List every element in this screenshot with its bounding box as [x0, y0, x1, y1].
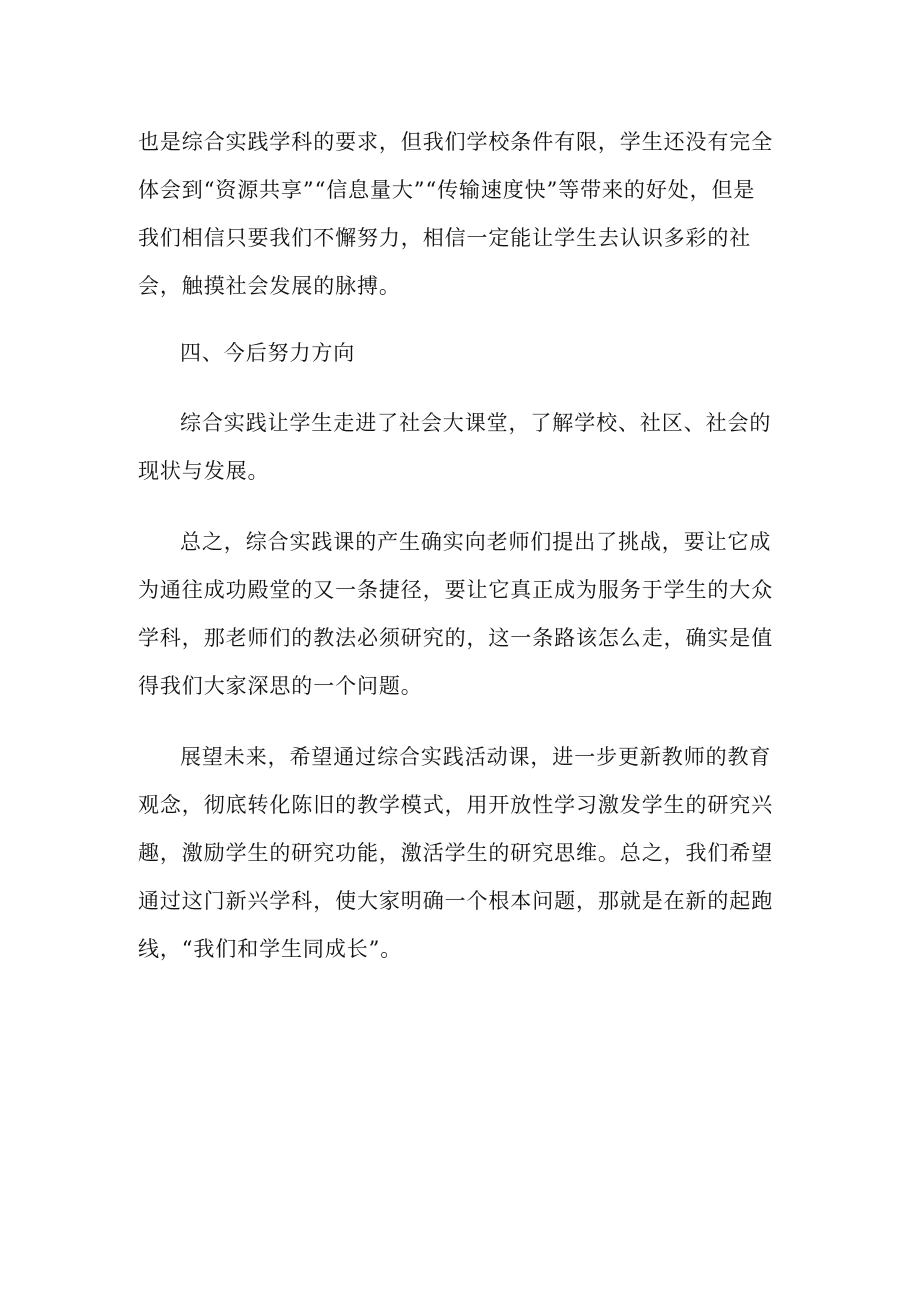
- section-heading: 四、今后努力方向: [180, 341, 356, 365]
- paragraph-social-classroom: 综合实践让学生走进了社会大课堂，了解学校、社区、社会的现状与发展。: [138, 411, 772, 483]
- paragraph-outlook: 展望未来，希望通过综合实践活动课，进一步更新教师的教育观念，彻底转化陈旧的教学模式，用开放性学习激发学生的研究兴趣，激励学生的研究功能，激活学生的研究思维。总之，我们希望通过这门新兴学科，使大家明确一个根本问题，那就是在新的起跑线，“我们和学生同成长”。: [138, 745, 774, 961]
- paragraph-challenge: 总之，综合实践课的产生确实向老师们提出了挑战，要让它成为通往成功殿堂的又一条捷径，要让它真正成为服务于学生的大众学科，那老师们的教法必须研究的，这一条路该怎么走，确实是值得我们大家深思的一个问题。: [138, 530, 774, 698]
- paragraph-continuation: 也是综合实践学科的要求，但我们学校条件有限，学生还没有完全体会到“资源共享”“信息量大”“传输速度快”等带来的好处，但是我们相信只要我们不懈努力，相信一定能让学生去认识多彩的社会，触摸社会发展的脉搏。: [138, 130, 774, 298]
